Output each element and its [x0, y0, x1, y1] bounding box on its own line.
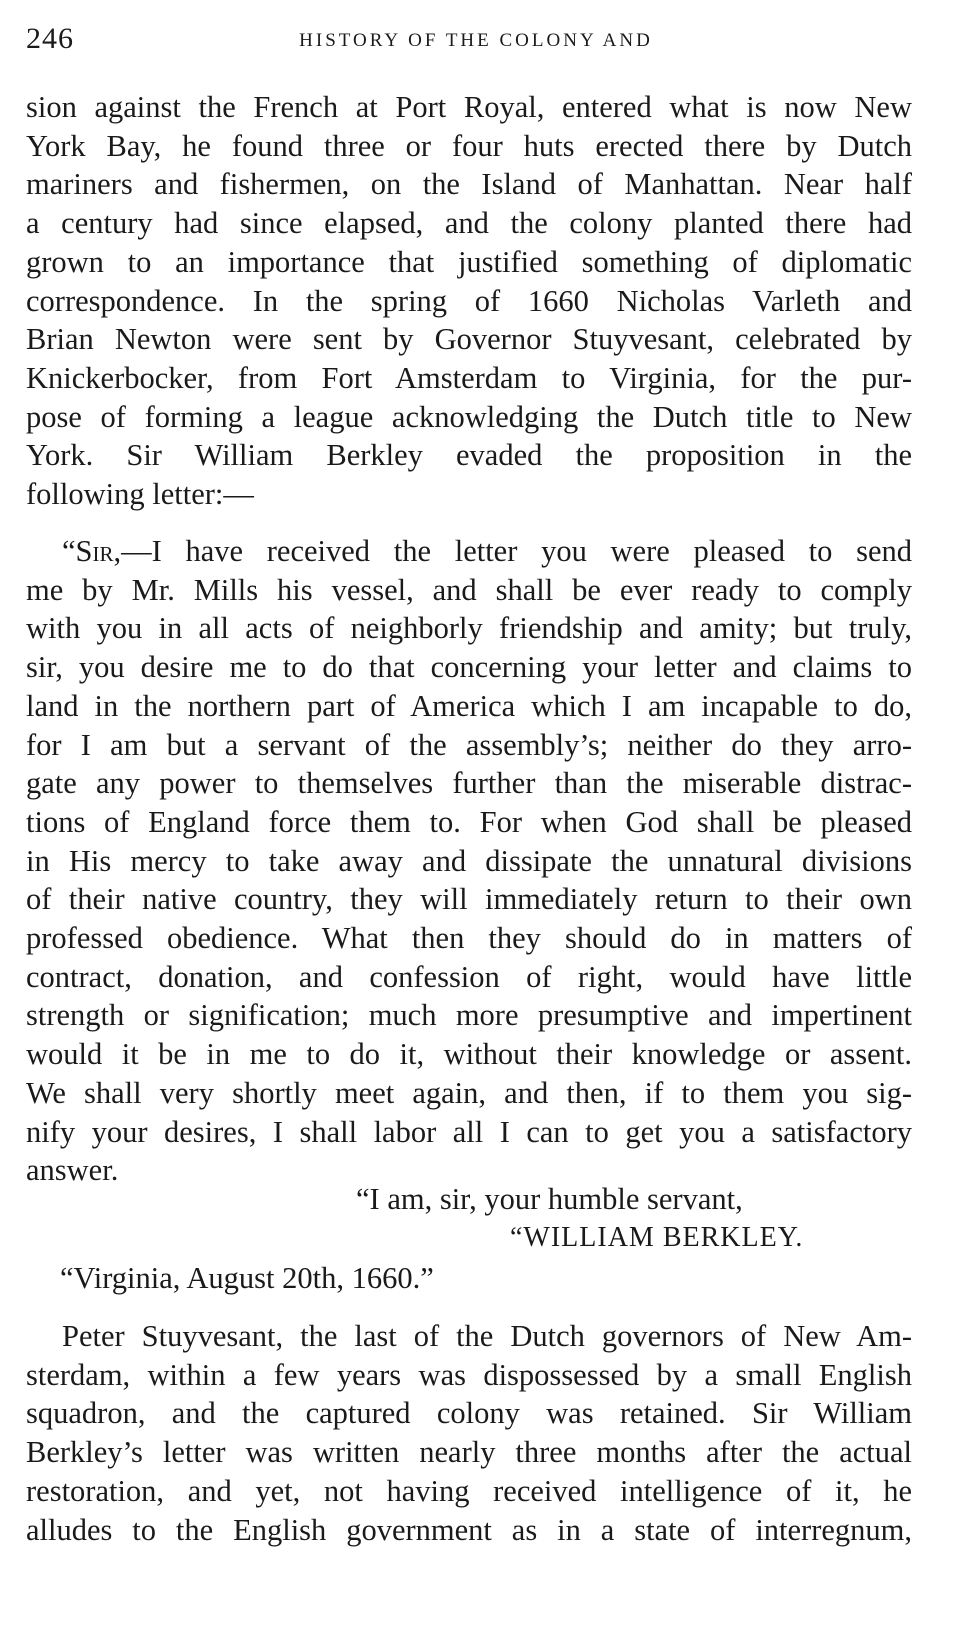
page-header — [26, 22, 906, 62]
text-line: sion against the French at Port Royal, entered what is now New — [26, 90, 912, 124]
text-line: Peter Stuyvesant, the last of the Dutch governors of New Am- — [62, 1319, 912, 1353]
text-line: following letter:— — [26, 477, 254, 512]
letter-salutation: Sir — [75, 534, 114, 568]
text-line: Knickerbocker, from Fort Amsterdam to Virginia, for the pur- — [26, 360, 912, 395]
text-line: York. Sir William Berkley evaded the proposition in the — [26, 438, 912, 473]
text-line: squadron, and the captured colony was retained. Sir William — [26, 1396, 912, 1431]
text-line: for I am but a servant of the assembly’s; neither do they arro- — [26, 727, 912, 762]
letter-signature: “WILLIAM BERKLEY. — [510, 1222, 804, 1253]
text-line: land in the northern part of America which I am incapable to do, — [26, 688, 912, 723]
text-line: tions of England force them to. For when God shall be pleased — [26, 804, 912, 839]
text-line: correspondence. In the spring of 1660 Nicholas Varleth and — [26, 283, 912, 318]
text-line: with you in all acts of neighborly friendship and amity; but truly, — [26, 611, 912, 646]
text-line: of their native country, they will immediately return to their own — [26, 882, 912, 917]
text-line: pose of forming a league acknowledging the Dutch title to New — [26, 399, 912, 434]
text-line: Brian Newton were sent by Governor Stuyvesant, celebrated by — [26, 322, 912, 357]
text-line: gate any power to themselves further than the miserable distrac- — [26, 766, 912, 801]
text-line: restoration, and yet, not having received intelligence of it, he — [26, 1473, 912, 1508]
text-line: alludes to the English government as in a state of interregnum, — [26, 1512, 912, 1547]
text-line: a century had since elapsed, and the colony planted there had — [26, 206, 912, 241]
text-line: sterdam, within a few years was dispossessed by a small English — [26, 1357, 912, 1392]
paragraph-1 — [26, 88, 912, 514]
quoted-letter — [26, 532, 912, 1190]
letter-closing: “I am, sir, your humble servant, — [356, 1182, 743, 1216]
text-line: York Bay, he found three or four huts erected there by Dutch — [26, 128, 912, 163]
letter-dateline: “Virginia, August 20th, 1660.” — [60, 1261, 434, 1295]
text-line: me by Mr. Mills his vessel, and shall be ever ready to comply — [26, 572, 912, 607]
text-line: would it be in me to do it, without their knowledge or assent. — [26, 1037, 912, 1072]
letter-first-line-text: ,—I have received the letter you were pleased to send — [113, 534, 912, 568]
text-line: answer. — [26, 1153, 119, 1188]
letter-first-line — [26, 532, 912, 571]
page-number: 246 — [26, 22, 74, 55]
text-line: mariners and fishermen, on the Island of Manhattan. Near half — [26, 167, 912, 202]
running-head: HISTORY OF THE COLONY AND — [299, 30, 653, 51]
text-line: nify your desires, I shall labor all I can to get you a satisfactory — [26, 1114, 912, 1149]
text-line: grown to an importance that justified something of diplomatic — [26, 244, 912, 279]
text-line: strength or signification; much more presumptive and impertinent — [26, 998, 912, 1033]
open-quote: “ — [62, 534, 76, 568]
paragraph-2 — [26, 1317, 912, 1549]
text-line: contract, donation, and confession of right, would have little — [26, 959, 912, 994]
text-line: in His mercy to take away and dissipate the unnatural divisions — [26, 843, 912, 878]
text-line: sir, you desire me to do that concerning your letter and claims to — [26, 650, 912, 685]
text-line: professed obedience. What then they should do in matters of — [26, 921, 912, 956]
text-line: Berkley’s letter was written nearly three months after the actual — [26, 1435, 912, 1470]
text-line: We shall very shortly meet again, and then, if to them you sig- — [26, 1075, 912, 1110]
